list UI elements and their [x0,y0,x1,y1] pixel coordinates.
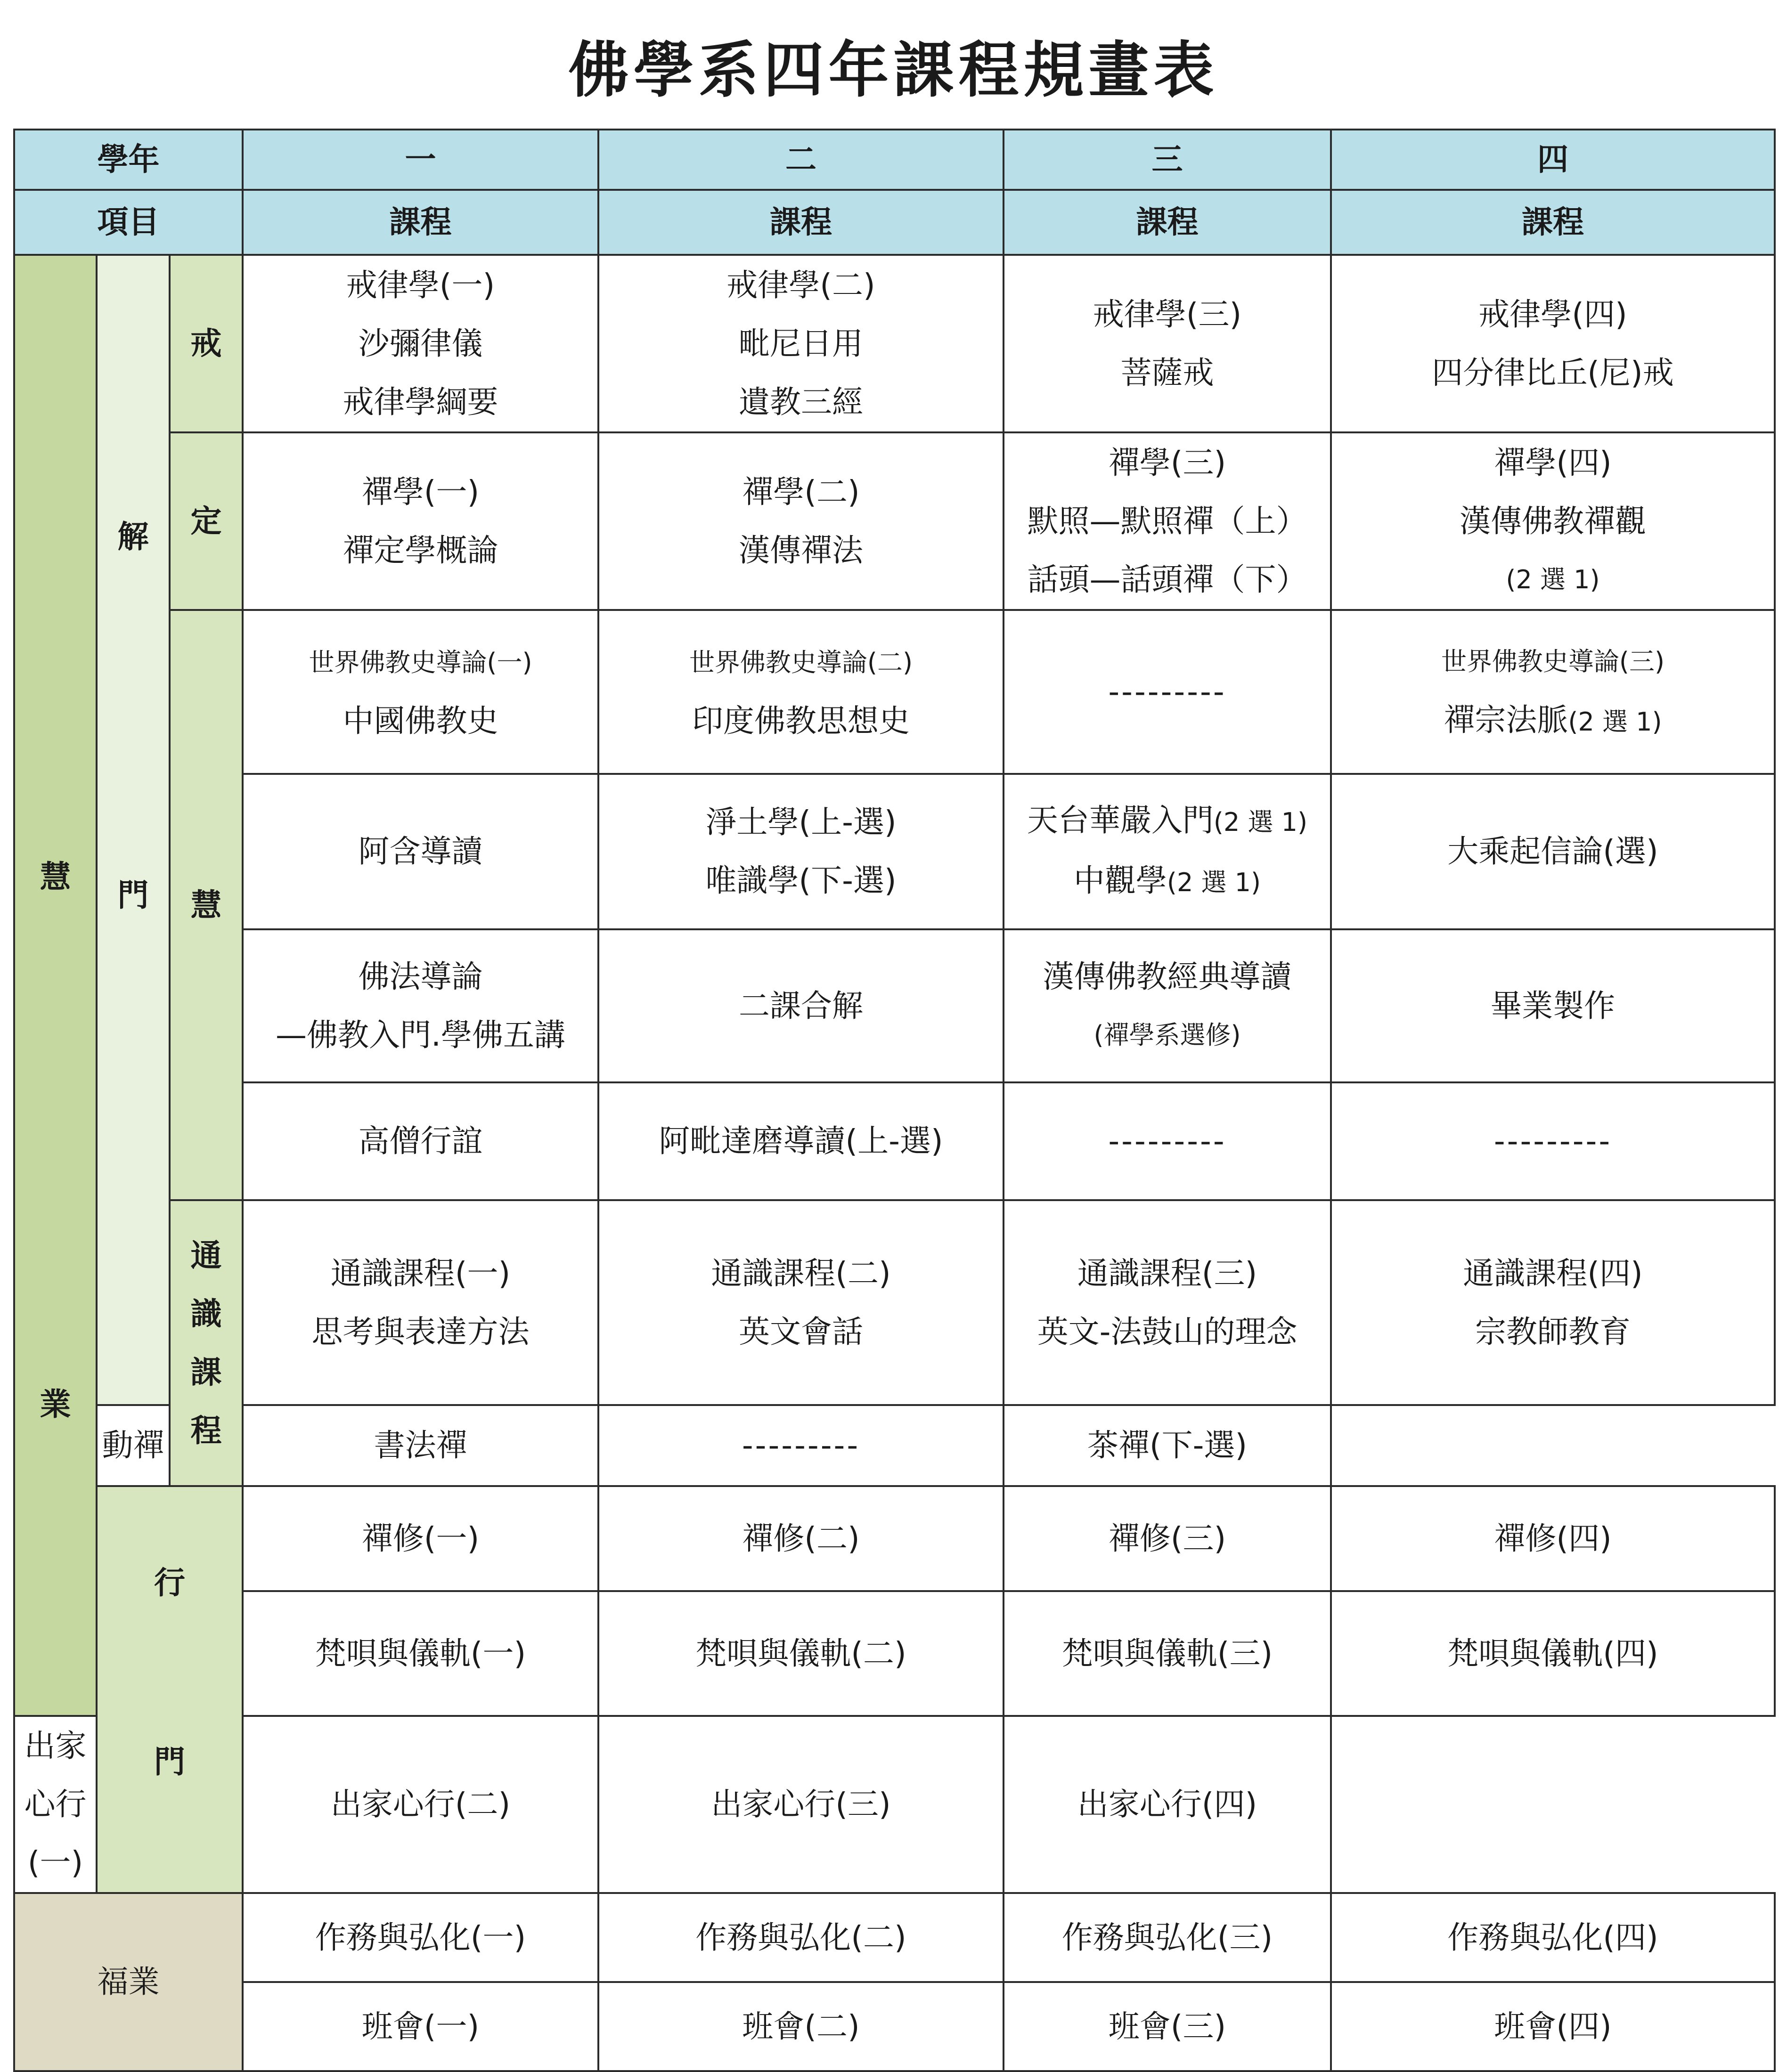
course: 禪宗法脈 [1444,702,1568,738]
course: 宗教師教育 [1475,1313,1631,1350]
jie-label: 解 [117,519,149,555]
header-row-item [14,190,1775,255]
cell-xing3-y4: 出家心行(四) [1004,1716,1331,1893]
category-ding: 定 [170,432,243,610]
course: 漢傳佛教經典導讀 [1043,958,1292,995]
course: 戒律學(一) [346,267,495,303]
hui-ye-column [14,255,97,1716]
row-hui-2 [14,774,1775,929]
cell-gen2-y1: 動禪 [97,1405,170,1486]
cell-hui1-y3: --------- [1004,610,1331,774]
course-with-note [1332,691,1774,751]
cell-hui2-y1: 阿含導讀 [243,774,598,929]
cell-gen2-y2: 書法禪 [243,1405,598,1486]
xing-men-column [97,1486,243,1893]
row-gen-1 [14,1200,1775,1405]
course-label-3: 課程 [1004,190,1331,255]
cell-xing1-y2: 禪修(二) [598,1486,1004,1591]
course-label-1: 課程 [243,190,598,255]
cell-fu1-y3: 作務與弘化(三) [1004,1893,1331,1982]
cell-xing3-y2: 出家心行(二) [243,1716,598,1893]
cell-hui2-y2 [598,774,1004,929]
cell-hui4-y2: 阿毗達磨導讀(上-選) [598,1082,1004,1200]
course-note: (禪學系選修) [1093,1020,1241,1050]
course: 思考與表達方法 [311,1313,530,1350]
cell-ding-y4 [1331,432,1775,610]
cell-jie-y4 [1331,255,1775,432]
year-2: 二 [598,130,1004,190]
cell-fu1-y1: 作務與弘化(一) [243,1893,598,1982]
course-label-2: 課程 [598,190,1004,255]
course: 淨土學(上-選) [705,804,897,840]
cell-gen2-y3: --------- [598,1405,1004,1486]
course-note: (2 選 1) [1213,807,1308,837]
cell-hui4-y4: --------- [1331,1082,1775,1200]
cell-fu2-y4: 班會(四) [1331,1982,1775,2071]
cell-jie-y1 [243,255,598,432]
cell-hui3-y1 [243,929,598,1082]
row-jie [14,255,1775,432]
course: 沙彌律儀 [358,325,483,362]
row-gen-2 [14,1405,1775,1486]
course: 通識課程(一) [330,1255,511,1292]
cell-hui1-y4 [1331,610,1775,774]
course: 禪定學概論 [343,532,498,569]
gen-char: 識 [190,1295,222,1332]
row-fu-1 [14,1893,1775,1982]
course: 通識課程(三) [1077,1255,1257,1292]
row-xing-2 [14,1591,1775,1716]
cell-xing2-y4: 梵唄與儀軌(四) [1331,1591,1775,1716]
course: 中觀學 [1073,862,1167,899]
gen-char: 課 [190,1354,222,1390]
fuye-label: 福業 [14,1893,243,2071]
course: 佛法導論 [358,958,483,995]
course: 戒律學(二) [726,267,875,303]
gen-char: 通 [190,1237,222,1274]
course: 戒律學(三) [1093,296,1242,333]
cell-xing1-y3: 禪修(三) [1004,1486,1331,1591]
category-hui: 慧 [170,610,243,1200]
page-title: 佛學系四年課程規畫表 [568,35,1219,106]
course: 菩薩戒 [1120,354,1214,391]
course: 漢傳佛教禪觀 [1460,503,1647,539]
course-label-4: 課程 [1331,190,1775,255]
course: 話頭—話頭禪（下） [1027,561,1307,598]
year-label: 學年 [14,130,243,190]
course: 唯識學(下-選) [705,862,897,899]
course: 世界佛教史導論(一) [309,648,532,677]
year-1: 一 [243,130,598,190]
row-hui-4 [14,1082,1775,1200]
course: —佛教入門.學佛五講 [276,1016,565,1053]
category-jie: 戒 [170,255,243,432]
cell-hui3-y4: 畢業製作 [1331,929,1775,1082]
course: 禪學(三) [1108,444,1226,481]
cell-xing2-y3: 梵唄與儀軌(三) [1004,1591,1331,1716]
course-note: (2 選 1) [1167,868,1261,897]
gen-char: 程 [190,1412,222,1449]
course-with-note [1004,791,1330,852]
hui-label: 慧 [40,859,71,895]
cell-hui3-y2: 二課合解 [598,929,1004,1082]
cell-fu2-y3: 班會(三) [1004,1982,1331,2071]
cell-xing1-y1: 禪修(一) [243,1486,598,1591]
course: 禪學(一) [361,473,480,510]
course: 通識課程(二) [711,1255,891,1292]
course-with-note [1004,852,1330,912]
cell-fu2-y1: 班會(一) [243,1982,598,2071]
cell-hui4-y3: --------- [1004,1082,1331,1200]
year-4: 四 [1331,130,1775,190]
course: 戒律學(四) [1478,296,1627,333]
course: 默照—默照禪（上） [1027,503,1307,539]
cell-hui2-y4: 大乘起信論(選) [1331,774,1775,929]
year-3: 三 [1004,130,1331,190]
cell-gen1-y1 [243,1200,598,1405]
xing-men-label: 門 [154,1743,185,1780]
cell-gen2-y4: 茶禪(下-選) [1004,1405,1331,1486]
row-xing-1 [14,1486,1775,1591]
cell-hui3-y3 [1004,929,1331,1082]
cell-ding-y1 [243,432,598,610]
cell-hui1-y2 [598,610,1004,774]
cell-fu1-y4: 作務與弘化(四) [1331,1893,1775,1982]
course: 英文會話 [739,1313,864,1350]
cell-jie-y2 [598,255,1004,432]
row-xing-3 [14,1716,1775,1893]
cell-xing3-y3: 出家心行(三) [598,1716,1004,1893]
course: 通識課程(四) [1463,1255,1643,1292]
course: 天台華嚴入門 [1027,802,1214,838]
course: 四分律比丘(尼)戒 [1432,354,1674,391]
men-label: 門 [117,877,149,913]
course: 毗尼日用 [739,325,864,362]
cell-ding-y3 [1004,432,1331,610]
ye-label: 業 [40,1386,71,1422]
course: 戒律學綱要 [343,383,498,420]
category-general-education [170,1200,243,1486]
course: 中國佛教史 [343,703,498,739]
cell-xing1-y4: 禪修(四) [1331,1486,1775,1591]
xing-label: 行 [154,1564,185,1601]
cell-fu1-y2: 作務與弘化(二) [598,1893,1004,1982]
row-ding [14,432,1775,610]
course-note: (2 選 1) [1568,707,1662,737]
course: 禪學(四) [1494,444,1612,481]
cell-xing3-y1: 出家心行(一) [14,1716,97,1893]
cell-hui1-y1 [243,610,598,774]
course: 英文-法鼓山的理念 [1037,1313,1297,1350]
cell-gen1-y4 [1331,1200,1775,1405]
course: 漢傳禪法 [739,532,864,569]
cell-xing2-y1: 梵唄與儀軌(一) [243,1591,598,1716]
cell-fu2-y2: 班會(二) [598,1982,1004,2071]
course: 世界佛教史導論(二) [689,648,913,677]
row-fu-2 [14,1982,1775,2071]
course: 世界佛教史導論(三) [1441,647,1665,676]
cell-jie-y3 [1004,255,1331,432]
cell-ding-y2 [598,432,1004,610]
cell-gen1-y3 [1004,1200,1331,1405]
cell-hui2-y3 [1004,774,1331,929]
cell-xing2-y2: 梵唄與儀軌(二) [598,1591,1004,1716]
jie-men-column [97,255,170,1405]
course-note: (2 選 1) [1506,564,1600,594]
cell-gen1-y2 [598,1200,1004,1405]
row-hui-1 [14,610,1775,774]
row-hui-3 [14,929,1775,1082]
header-row-year [14,130,1775,190]
item-label: 項目 [14,190,243,255]
curriculum-table [13,129,1776,2072]
cell-hui4-y1: 高僧行誼 [243,1082,598,1200]
course: 禪學(二) [742,473,860,510]
course: 印度佛教思想史 [692,703,910,739]
course: 遺教三經 [739,383,864,420]
